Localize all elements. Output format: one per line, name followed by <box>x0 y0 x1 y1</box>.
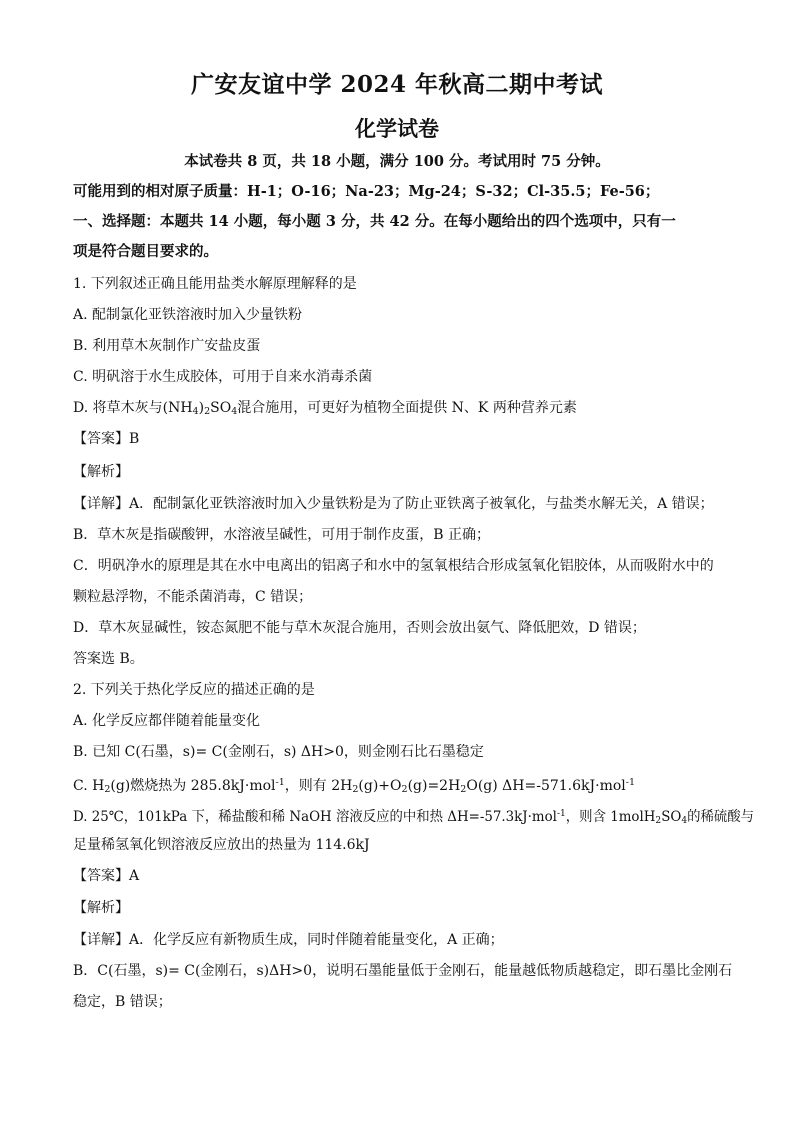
q2-option-d-line2: 足量稀氢氧化钡溶液反应放出的热量为 114.6kJ <box>73 837 370 853</box>
q2-option-a: A. 化学反应都伴随着能量变化 <box>73 713 261 729</box>
q1-option-c: C. 明矾溶于水生成胶体，可用于自来水消毒杀菌 <box>73 369 373 385</box>
q2-stem: 2. 下列关于热化学反应的描述正确的是 <box>73 682 315 698</box>
q1-detail-d: D．草木灰显碱性，铵态氮肥不能与草木灰混合施用，否则会放出氨气、降低肥效，D 错误； <box>73 620 646 636</box>
q2-option-b: B. 已知 C(石墨，s)= C(金刚石，s) ΔH>0，则金刚石比石墨稳定 <box>73 744 484 760</box>
q1-option-b: B. 利用草木灰制作广安盐皮蛋 <box>73 338 261 354</box>
q2-detail-a: 【详解】A．化学反应有新物质生成，同时伴随着能量变化，A 正确； <box>73 932 504 948</box>
atomic-masses: 可能用到的相对原子质量：H-1；O-16；Na-23；Mg-24；S-32；Cl-35.5；Fe-56； <box>73 183 660 200</box>
q1-detail-c-line2: 颗粒悬浮物，不能杀菌消毒，C 错误； <box>73 589 313 605</box>
q2-option-d-line1: D. 25℃，101kPa 下，稀盐酸和稀 NaOH 溶液反应的中和热 ΔH=-57.3kJ·mol$^{-1}$，则含 $1molH_2SO_4$的稀硫酸与 <box>73 808 755 826</box>
q2-detail-b-line1: B．C(石墨，s)= C(金刚石，s)ΔH>0，说明石墨能量低于金刚石，能量越低物质越稳定，即石墨比金刚石 <box>73 963 733 979</box>
exam-info: 本试卷共 8 页，共 18 小题，满分 100 分。考试用时 75 分钟。 <box>184 153 610 170</box>
q2-option-c: C. $H_2(g)$燃烧热为 285.8kJ·mol$^{-1}$，则有 $2H_2(g)+O_2(g)=2H_2O(g)$ ΔH=-571.6kJ·mol$^{-1}$ <box>73 777 636 795</box>
q1-detail-a: 【详解】A．配制氯化亚铁溶液时加入少量铁粉是为了防止亚铁离子被氧化，与盐类水解无关，A 错误； <box>73 496 714 512</box>
exam-title: 广安友谊中学 2024 年秋高二期中考试 <box>190 71 604 98</box>
q2-analysis-label: 【解析】 <box>73 900 129 916</box>
section-heading-line2: 项是符合题目要求的。 <box>73 243 218 260</box>
exam-subtitle: 化学试卷 <box>355 116 439 141</box>
q1-conclusion: 答案选 B。 <box>73 651 144 667</box>
q1-option-a: A. 配制氯化亚铁溶液时加入少量铁粉 <box>73 307 303 323</box>
q1-detail-b: B．草木灰是指碳酸钾，水溶液呈碱性，可用于制作皮蛋，B 正确； <box>73 527 491 543</box>
q1-analysis-label: 【解析】 <box>73 464 129 480</box>
q2-detail-b-line2: 稳定，B 错误； <box>73 994 172 1010</box>
section-heading-line1: 一、选择题：本题共 14 小题，每小题 3 分，共 42 分。在每小题给出的四个选项中，只有一 <box>73 213 676 230</box>
q1-detail-c-line1: C．明矾净水的原理是其在水中电离出的铝离子和水中的氢氧根结合形成氢氧化铝胶体，从而吸附水中的 <box>73 558 714 574</box>
q1-stem: 1. 下列叙述正确且能用盐类水解原理解释的是 <box>73 276 357 292</box>
q1-answer: 【答案】B <box>73 431 140 447</box>
q1-option-d: D. 将草木灰与$(NH_4)_2SO_4$混合施用，可更好为植物全面提供 N、K 两种营养元素 <box>73 400 577 417</box>
q2-answer: 【答案】A <box>73 868 140 884</box>
